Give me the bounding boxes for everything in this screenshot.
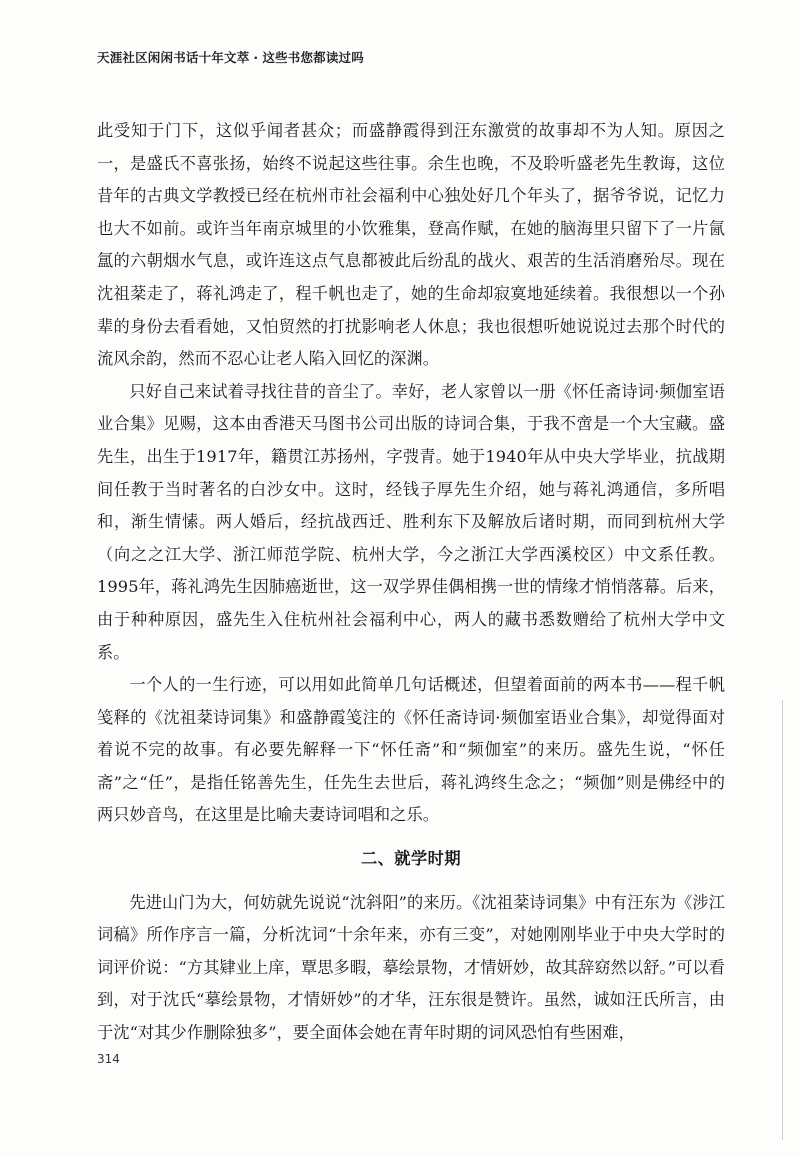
body-text [97, 115, 725, 1050]
paragraph: 先进山门为大，何妨就先说说“沈斜阳”的来历。《沈祖棻诗词集》中有汪东为《涉江词稿》所作序言一篇，分析沈词“十余年来，亦有三变”，对她刚刚毕业于中央大学时的词评价说：“方其肄业上庠，覃思多暇，摹绘景物，才情妍妙，故其辞窈然以舒。”可以看到，对于沈氏“摹绘景物，才情妍妙”的才华，汪东很是赞许。虽然，诚如汪氏所言，由于沈“对其少作删除独多”，要全面体会她在青年时期的词风恐怕有些困难， [97, 892, 725, 1043]
book-title: 天涯社区闲闲书话十年文萃 [97, 50, 250, 65]
page-number: 314 [97, 1052, 120, 1066]
scan-edge-line [782, 700, 783, 1140]
paragraph-continued: 此受知于门下，这似乎闻者甚众；而盛静霞得到汪东激赏的故事却不为人知。原因之一，是盛氏不喜张扬，始终不说起这些往事。余生也晚，不及聆听盛老先生教诲，这位昔年的古典文学教授已经在杭州市社会福利中心独处好几个年头了，据爷爷说，记忆力也大不如前。或许当年南京城里的小饮雅集，登高作赋，在她的脑海里只留下了一片氤氲的六朝烟水气息，或许连这点气息都被此后纷乱的战火、艰苦的生活消磨殆尽。现在沈祖棻走了，蒋礼鸿走了，程千帆也走了，她的生命却寂寞地延续着。我很想以一个孙辈的身份去看看她，又怕贸然的打扰影响老人休息；我也很想听她说说过去那个时代的流风余韵，然而不忍心让老人陷入回忆的深渊。 [97, 121, 725, 369]
running-header [97, 48, 364, 66]
paragraph: 只好自己来试着寻找往昔的音尘了。幸好，老人家曾以一册《怀任斋诗词·频伽室语业合集》见赐，这本由香港天马图书公司出版的诗词合集，于我不啻是一个大宝藏。盛先生，出生于1917年，籍贯江苏扬州，字弢青。她于1940年从中央大学毕业，抗战期间任教于当时著名的白沙女中。这时，经钱子厚先生介绍，她与蒋礼鸿通信，多所唱和，渐生情愫。两人婚后，经抗战西迁、胜利东下及解放后诸时期，而同到杭州大学（向之之江大学、浙江师范学院、杭州大学，今之浙江大学西溪校区）中文系任教。1995年，蒋礼鸿先生因肺癌逝世，这一双学界佳偶相携一世的情缘才悄悄落幕。后来，由于种种原因，盛先生入住杭州社会福利中心，两人的藏书悉数赠给了杭州大学中文系。 [97, 381, 725, 662]
paragraph: 一个人的一生行迹，可以用如此简单几句话概述，但望着面前的两本书——程千帆笺释的《沈祖棻诗词集》和盛静霞笺注的《怀任斋诗词·频伽室语业合集》，却觉得面对着说不完的故事。有必要先解释一下“怀任斋”和“频伽室”的来历。盛先生说，“怀任斋”之“任”，是指任铭善先生，任先生去世后，蒋礼鸿终生念之；“频伽”则是佛经中的两只妙音鸟，在这里是比喻夫妻诗词唱和之乐。 [97, 675, 725, 825]
section-heading: 二、就学时期 [360, 849, 462, 869]
chapter-title: 这些书您都读过吗 [262, 50, 364, 65]
header-separator: · [253, 50, 259, 65]
